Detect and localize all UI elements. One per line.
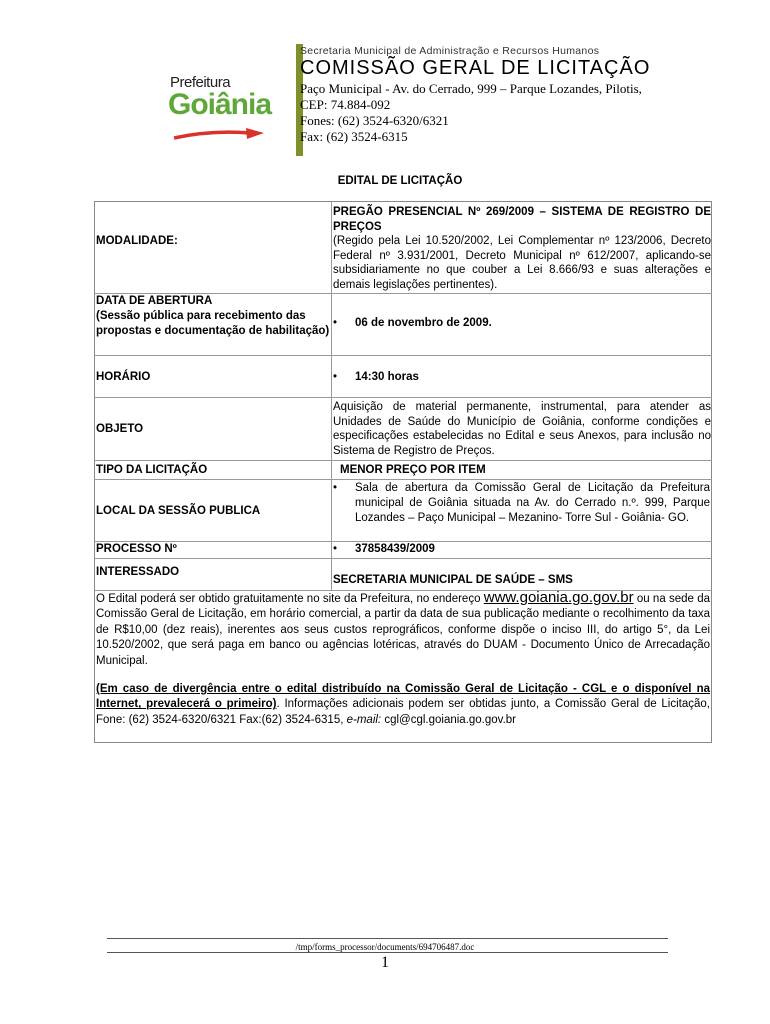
footer-file-path: /tmp/forms_processor/documents/694706487.doc	[295, 942, 475, 952]
header-secretaria: Secretaria Municipal de Administração e Recursos Humanos	[300, 45, 600, 57]
horario-label: HORÁRIO	[96, 371, 151, 383]
paragraph-text: . Informações adicionais podem ser obtidas junto, a Comissão Geral de Licitação, Fone: (62) 3524-6320/6321 Fax:(62) 3524-6315,	[96, 698, 710, 726]
processo-label: PROCESSO Nº	[96, 543, 177, 555]
prefeitura-goiania-logo	[162, 70, 272, 146]
document-title: EDITAL DE LICITAÇÃO	[337, 175, 463, 187]
local-value: Sala de abertura da Comissão Geral de Licitação da Prefeitura municipal de Goiânia situada na Av. do Cerrado n.º. 999, Parque Lozandes – Paço Municipal – Mezanino- Torre Sul - Goiânia- GO.	[355, 482, 710, 524]
interessado-label: INTERESSADO	[96, 566, 180, 578]
abertura-label: DATA DE ABERTURA	[96, 295, 213, 307]
bullet-icon: •	[333, 482, 338, 494]
header-cep: CEP: 74.884-092	[300, 97, 391, 112]
modalidade-title: PREGÃO PRESENCIAL Nº 269/2009 – SISTEMA DE REGISTRO DE PREÇOS	[333, 206, 711, 233]
header-address: Paço Municipal - Av. do Cerrado, 999 – Parque Lozandes, Pilotis,	[300, 81, 642, 96]
logo-arrow-icon	[172, 126, 267, 142]
table-row-divider	[94, 558, 712, 559]
prefeitura-website-link[interactable]: www.goiania.go.gov.br	[483, 589, 634, 606]
processo-value: 37858439/2009	[355, 543, 435, 555]
divergence-paragraph	[96, 682, 710, 728]
bullet-icon: •	[333, 543, 338, 555]
divergence-notice: (Em caso de divergência entre o edital distribuído na Comissão Geral de Licitação - CGL e o disponível na Internet, prevalecerá o primeiro)	[96, 683, 710, 711]
abertura-value: 06 de novembro de 2009.	[355, 317, 492, 329]
footer-divider	[107, 952, 668, 953]
modalidade-label: MODALIDADE:	[96, 235, 178, 247]
objeto-value: Aquisição de material permanente, instrumental, para atender as Unidades de Saúde do Município de Goiânia, conforme condições e especificações estabelecidas no Edital e seus Anexos, para inclusão no Sistema de Registro de Preços.	[333, 401, 711, 457]
tipo-value: MENOR PREÇO POR ITEM	[340, 464, 486, 476]
header-fax: Fax: (62) 3524-6315	[300, 129, 408, 144]
logo-goiania-text: Goiânia	[168, 88, 272, 121]
objeto-label: OBJETO	[96, 423, 144, 435]
horario-value: 14:30 horas	[355, 371, 419, 383]
interessado-value: SECRETARIA MUNICIPAL DE SAÚDE – SMS	[333, 574, 573, 586]
abertura-sub-label: (Sessão pública para recebimento das propostas e documentação de habilitação)	[96, 310, 330, 337]
email-link[interactable]: cgl@cgl.goiania.go.gov.br	[381, 713, 516, 726]
local-label: LOCAL DA SESSÃO PUBLICA	[96, 505, 261, 517]
header-title: COMISSÃO GERAL DE LICITAÇÃO	[300, 57, 651, 79]
tipo-label: TIPO DA LICITAÇÃO	[96, 464, 208, 476]
logo-prefeitura-text: Prefeitura	[170, 74, 231, 91]
paragraph-text: O Edital poderá ser obtido gratuitamente no site da Prefeitura, no endereço	[96, 593, 484, 605]
modalidade-text: (Regido pela Lei 10.520/2002, Lei Complementar nº 123/2006, Decreto Federal nº 3.931/2001, Decreto Municipal nº 612/2007, aplicando-se subsidiariamente no que couber a Lei 8.666/93 e suas alterações e demais legislações pertinentes).	[333, 235, 711, 291]
table-row-divider	[94, 355, 712, 356]
bullet-icon: •	[333, 371, 338, 383]
page-number: 1	[381, 954, 389, 971]
table-column-divider	[331, 201, 332, 590]
paragraph-text: ou na sede da Comissão Geral de Licitação, em horário comercial, a partir da data de sua publicação mediante o recolhimento da taxa de R$10,00 (dez reais), inerentes aos seus custos reprográficos, conforme dispõe o inciso III, do artigo 5°, da Lei 10.520/2002, que será paga em banco ou agências lotéricas, através do DUAM - Documento Único de Arrecadação Municipal.	[96, 593, 710, 667]
table-row-divider	[94, 397, 712, 398]
footer-divider	[107, 938, 668, 939]
bullet-icon: •	[333, 317, 338, 329]
edital-info-paragraph	[96, 590, 710, 669]
table-row-divider	[94, 460, 712, 461]
header-fones: Fones: (62) 3524-6320/6321	[300, 113, 449, 128]
email-label: e-mail:	[346, 713, 382, 726]
table-row-divider	[94, 479, 712, 480]
